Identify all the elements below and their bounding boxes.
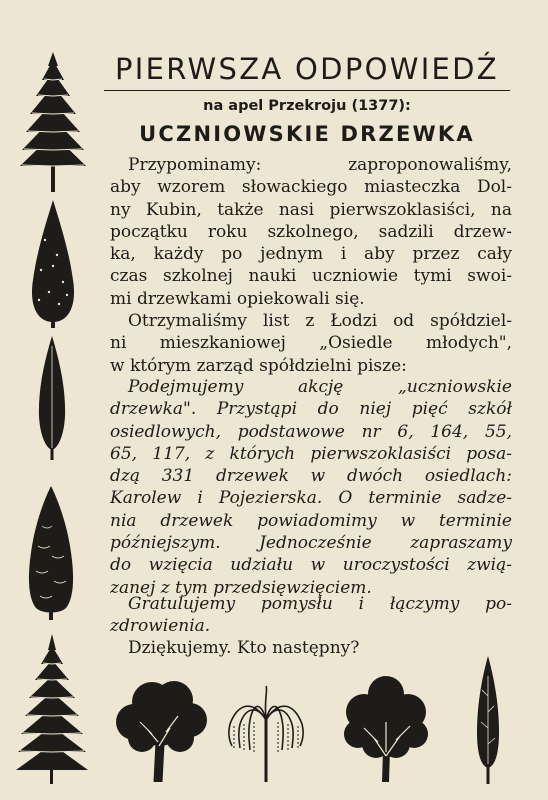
spruce-tree-icon xyxy=(18,52,88,192)
text-line: Karolew i Pojezierska. O terminie sadze- xyxy=(110,488,512,509)
article-subtitle: na apel Przekroju (1377): xyxy=(203,98,411,114)
thuja-tree-icon xyxy=(22,486,80,620)
text-line: dzą 331 drzewek w dwóch osiedlach: xyxy=(110,466,512,487)
article-heading: UCZNIOWSKIE DRZEWKA xyxy=(139,122,475,146)
title-divider xyxy=(104,90,510,91)
article-title: PIERWSZA ODPOWIEDŹ xyxy=(115,52,499,86)
paragraph-congratulations xyxy=(110,593,512,638)
poplar-tree-icon xyxy=(470,656,506,784)
text-line: 65, 117, z których pierwszoklasiści posa- xyxy=(110,443,512,464)
paragraph-closing xyxy=(110,637,512,659)
text-line: czas szkolnej nauki uczniowie tymi swoi- xyxy=(110,266,512,287)
text-line: zanej z tym przedsięwzięciem. xyxy=(110,577,372,598)
text-line: w którym zarząd spółdzielni pisze: xyxy=(110,355,407,376)
willow-tree-icon xyxy=(224,680,308,782)
larch-tree-icon xyxy=(15,634,89,784)
text-line: do wzięcia udziału w uroczystości zwią- xyxy=(110,555,512,576)
text-line: nia drzewek powiadomimy w terminie xyxy=(110,510,512,531)
oak-tree-icon xyxy=(112,672,208,782)
text-line: zdrowienia. xyxy=(110,616,211,637)
text-line: ni mieszkaniowej „Osiedle młodych", xyxy=(110,333,512,354)
text-line: ny Kubin, także nasi pierwszoklasiści, na xyxy=(110,199,512,220)
text-line: drzewka". Przystąpi do niej pięć szkół xyxy=(110,399,512,420)
linden-tree-icon xyxy=(338,672,434,782)
text-line: osiedlowych, podstawowe nr 6, 164, 55, xyxy=(110,421,512,442)
text-line: początku roku szkolnego, sadzili drzew- xyxy=(110,221,512,242)
paragraph-reminder xyxy=(110,154,512,310)
text-line: Gratulujemy pomysłu i łączymy po- xyxy=(128,594,512,614)
fir-tree-icon xyxy=(27,200,79,328)
text-line: późniejszym. Jednocześnie zapraszamy xyxy=(110,533,512,554)
text-line: Dziękujemy. Kto następny? xyxy=(128,638,360,658)
text-line: Podejmujemy akcję „uczniowskie xyxy=(128,377,512,397)
paragraph-letter-intro xyxy=(110,310,512,377)
text-line: aby wzorem słowackiego miasteczka Dol- xyxy=(110,177,512,198)
quoted-letter xyxy=(110,376,512,599)
text-line: Otrzymaliśmy list z Łodzi od spółdziel- xyxy=(128,311,512,331)
cypress-tree-icon xyxy=(34,336,70,460)
text-line: Przypominamy: zaproponowaliśmy, xyxy=(128,155,512,175)
text-line: mi drzewkami opiekowali się. xyxy=(110,288,365,309)
text-line: ka, każdy po jednym i aby przez cały xyxy=(110,244,512,265)
